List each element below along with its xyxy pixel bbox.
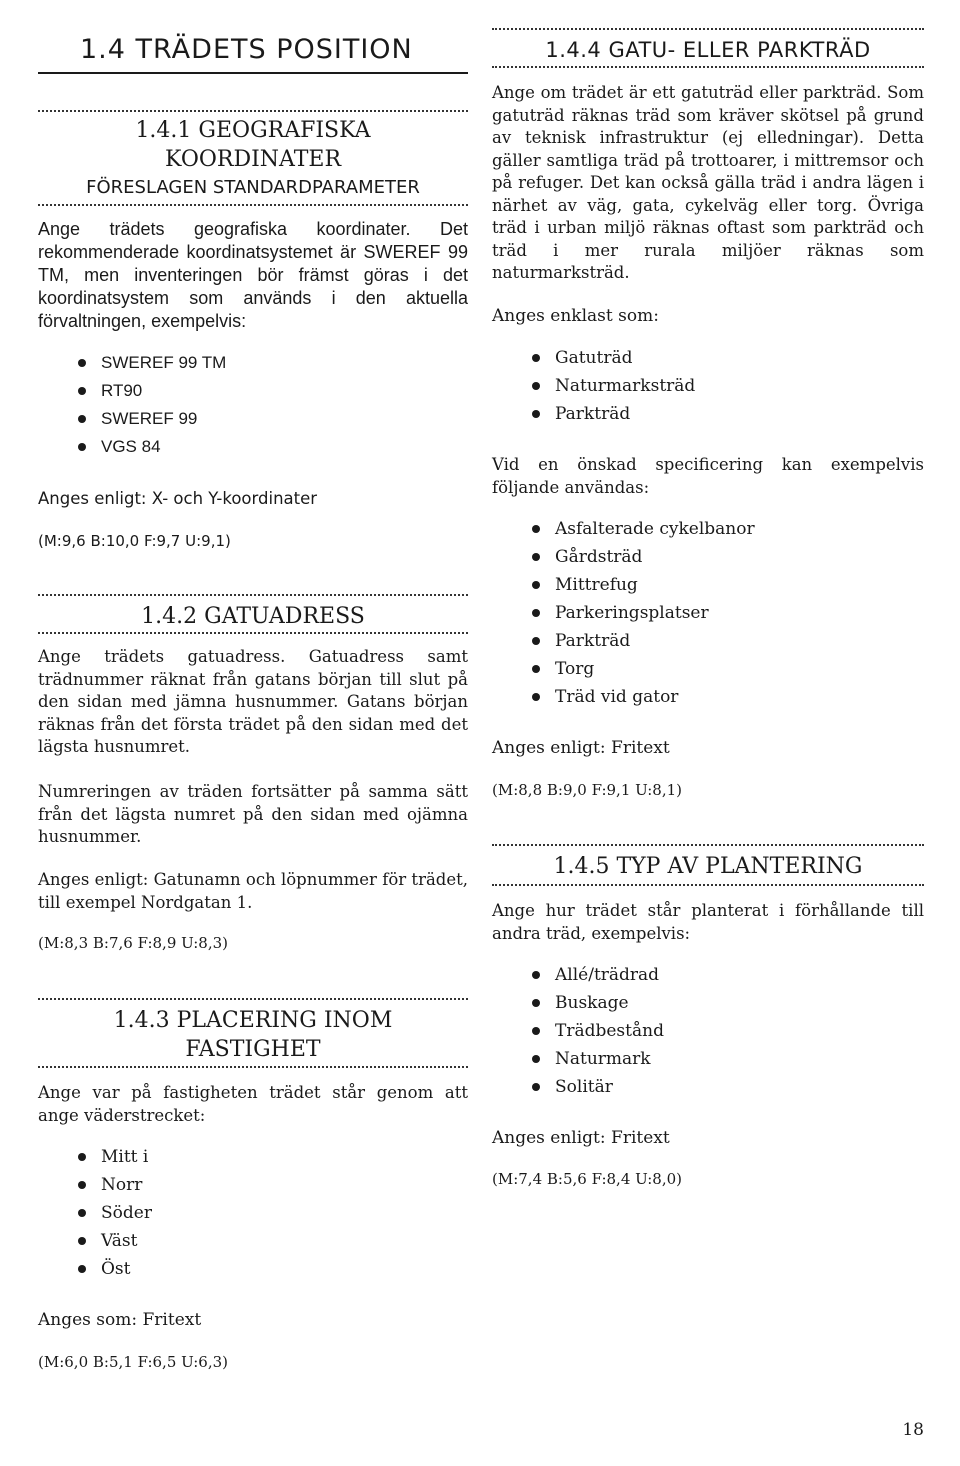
divider (492, 28, 924, 30)
section-heading-geografiska (38, 116, 468, 174)
list-item: Väst (76, 1227, 456, 1255)
list-item: Mitt i (76, 1143, 456, 1171)
list-item: Asfalterade cykelbanor (530, 515, 910, 543)
score-code: (M:8,8 B:9,0 F:9,1 U:8,1) (492, 781, 683, 799)
anges-text: Anges enligt: Fritext (492, 738, 670, 758)
list-item: Träd vid gator (530, 683, 910, 711)
divider (38, 204, 468, 206)
paragraph: Numreringen av träden fortsätter på samma sätt från det lägsta numret på den sidan med ojämna husnummer. (38, 782, 468, 846)
heading-line: KOORDINATER (164, 147, 342, 172)
list-item: RT90 (76, 377, 456, 405)
paragraph: Ange om trädet är ett gatuträd eller parkträd. Som gatuträd räknas träd som kräver skötsel på grund av teknisk infrastruktur (ej elledningar). Detta gäller samtliga träd på trottoarer, i mittremsor och på refuger. Det kan också gälla träd i andra lägen i närhet av väg, gata, cykelväg eller torg. Övriga träd i urban miljö räknas oftast som parkträd och träd i mer rurala miljöer räknas som naturmarksträd. (492, 83, 924, 282)
subheading-standardparameter: FÖRESLAGEN STANDARDPARAMETER (86, 177, 420, 198)
paragraph: Ange hur trädet står planterat i förhållande till andra träd, exempelvis: (492, 901, 924, 943)
section-heading-gatu-parktrad: 1.4.4 GATU- ELLER PARKTRÄD (545, 38, 871, 62)
list-item: Trädbestånd (530, 1017, 910, 1045)
anges-text: Anges enligt: Gatunamn och löpnummer för trädet, till exempel Nordgatan 1. (38, 870, 468, 912)
page-number: 18 (902, 1420, 924, 1440)
divider (492, 66, 924, 68)
list-item: Solitär (530, 1073, 910, 1101)
plantering-list (530, 961, 910, 1101)
section-heading-placering (38, 1006, 468, 1064)
list-item: Naturmarksträd (530, 372, 910, 400)
section-heading-gatuadress: 1.4.2 GATUADRESS (141, 604, 365, 629)
list-item: Gatuträd (530, 344, 910, 372)
score-code: (M:6,0 B:5,1 F:6,5 U:6,3) (38, 1353, 229, 1371)
coordinate-system-list (76, 349, 456, 461)
divider (38, 1066, 468, 1068)
list-item: Torg (530, 655, 910, 683)
heading-line: 1.4.1 GEOGRAFISKA (135, 118, 371, 143)
divider (38, 632, 468, 634)
list-item: SWEREF 99 TM (76, 349, 456, 377)
list-item: Gårdsträd (530, 543, 910, 571)
paragraph: Ange trädets geografiska koordinater. Det rekommenderade koordinatsystemet är SWEREF 99 TM, men inventeringen bör främst göras i det koordinatsystem som används i den aktuella förvaltningen, exempelvis: (38, 219, 468, 331)
divider (492, 884, 924, 886)
paragraph: Ange trädets gatuadress. Gatuadress samt trädnummer räknat från gatans början till slut på den sidan med jämna husnummer. Gatans början räknas från det första trädet på den sidan med det lägsta husnumret. (38, 647, 468, 756)
heading-line: FASTIGHET (185, 1037, 321, 1062)
divider (38, 594, 468, 596)
section-heading-typ-av-plantering: 1.4.5 TYP AV PLANTERING (553, 854, 863, 879)
score-code: (M:9,6 B:10,0 F:9,7 U:9,1) (38, 532, 231, 550)
divider (38, 110, 468, 112)
list-item: Parkträd (530, 627, 910, 655)
anges-text: Anges enligt: Fritext (492, 1128, 670, 1148)
divider (492, 844, 924, 846)
title-rule (38, 72, 468, 74)
anges-text: Anges som: Fritext (38, 1310, 202, 1330)
anges-text: Anges enligt: X- och Y-koordinater (38, 489, 318, 508)
main-title: 1.4 TRÄDETS POSITION (80, 34, 413, 65)
list-item: Norr (76, 1171, 456, 1199)
list-item: Buskage (530, 989, 910, 1017)
specification-list (530, 515, 910, 711)
list-item: VGS 84 (76, 433, 456, 461)
tree-type-list (530, 344, 910, 428)
list-item: SWEREF 99 (76, 405, 456, 433)
score-code: (M:7,4 B:5,6 F:8,4 U:8,0) (492, 1170, 683, 1188)
paragraph: Vid en önskad specificering kan exempelvis följande användas: (492, 455, 924, 497)
score-code: (M:8,3 B:7,6 F:8,9 U:8,3) (38, 934, 229, 952)
heading-line: 1.4.3 PLACERING INOM (113, 1008, 393, 1033)
list-item: Öst (76, 1255, 456, 1283)
list-item: Parkträd (530, 400, 910, 428)
list-item: Allé/trädrad (530, 961, 910, 989)
anges-text: Anges enklast som: (492, 306, 659, 326)
paragraph: Ange var på fastigheten trädet står genom att ange väderstrecket: (38, 1083, 468, 1125)
list-item: Naturmark (530, 1045, 910, 1073)
divider (38, 998, 468, 1000)
list-item: Söder (76, 1199, 456, 1227)
list-item: Mittrefug (530, 571, 910, 599)
direction-list (76, 1143, 456, 1283)
list-item: Parkeringsplatser (530, 599, 910, 627)
